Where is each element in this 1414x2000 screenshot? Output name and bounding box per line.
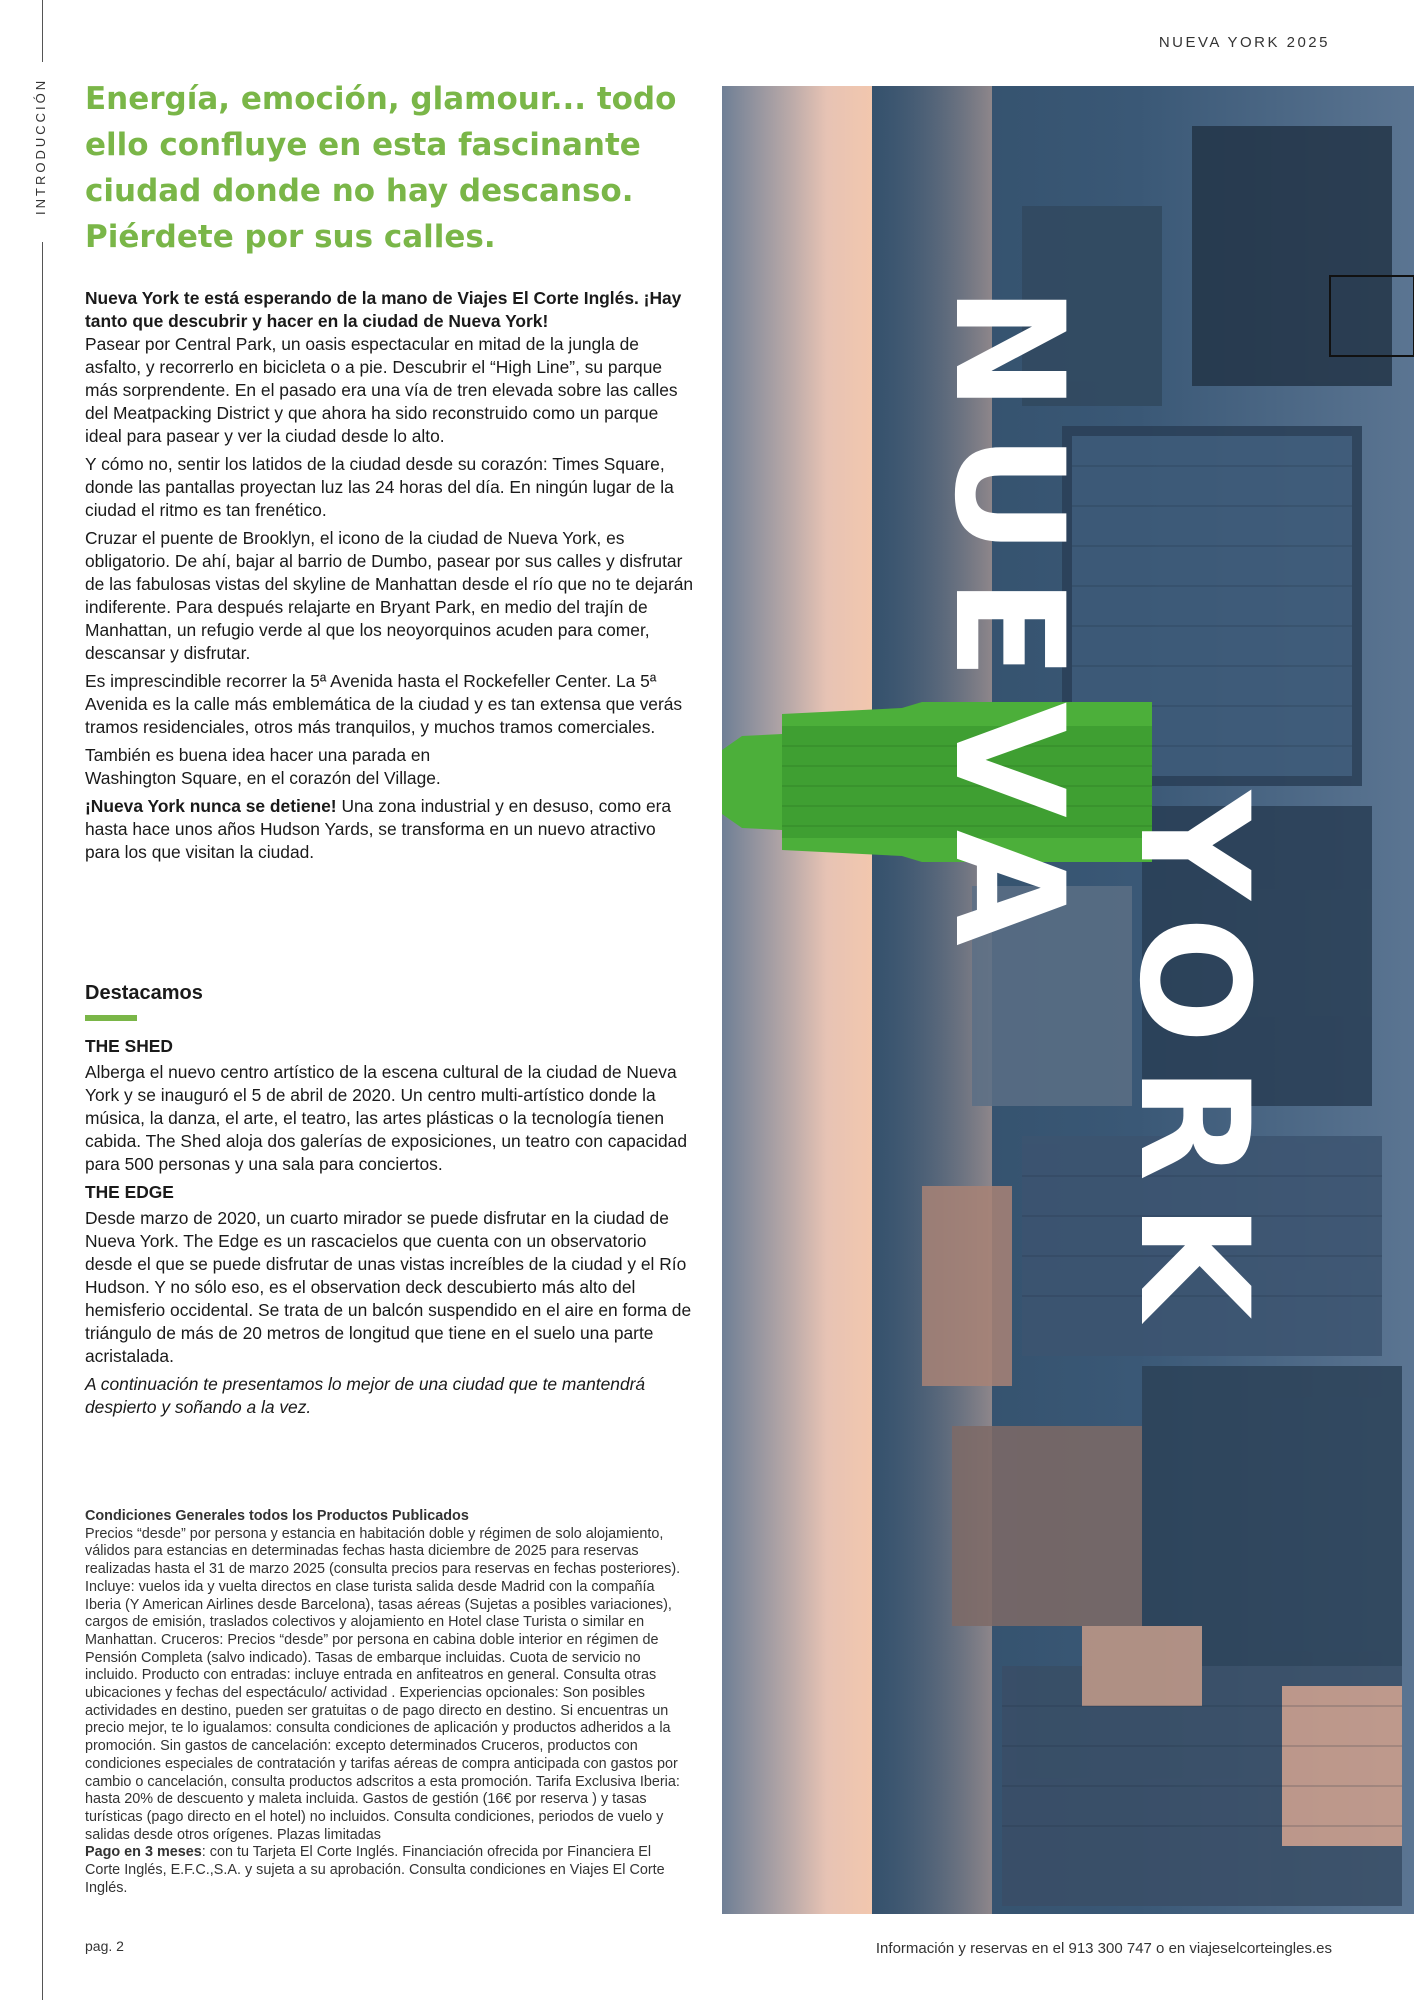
photo-word-york: YORK [1106, 791, 1280, 1342]
payment-terms-text: : con tu Tarjeta El Corte Inglés. Financiación ofrecida por Financiera El Corte Inglés, E.F.C.,S.A. y sujeta a su aprobación. Consulta condiciones en Viajes El Corte Inglés. [85, 1844, 665, 1896]
intro-p2: Y cómo no, sentir los latidos de la ciudad desde su corazón: Times Square, donde las pantallas proyectan luz las 24 horas del día. En ningún lugar de la ciudad el ritmo es tan frenético. [85, 454, 674, 520]
page-number: pag. 2 [85, 1938, 124, 1954]
highlights-closing: A continuación te presentamos lo mejor de una ciudad que te mantendrá despierto y soñando a la vez. [85, 1374, 646, 1417]
intro-lead [85, 287, 695, 333]
intro-p1: Pasear por Central Park, un oasis espectacular en mitad de la jungla de asfalto, y recorrerlo en bicicleta o a pie. Descubrir el “High Line”, su parque más sorprendente. En el pasado era una vía de tren elevada sobre las calles del Meatpacking District y que ahora ha sido reconstruido como un parque ideal para pasear y ver la ciudad desde lo alto. [85, 334, 678, 446]
skyline-illustration [722, 86, 1414, 1914]
highlights-title: Destacamos [85, 982, 203, 1004]
highlight-text-edge: Desde marzo de 2020, un cuarto mirador se puede disfrutar en la ciudad de Nueva York. The Edge es un rascacielos que cuenta con un observatorio desde el que se puede disfrutar de unas vistas increíbles de la ciudad y el Río Hudson. Y no sólo eso, es el observation deck descubierto más alto del hemisferio occidental. Se trata de un balcón suspendido en el aire en forma de triángulo de más de 20 metros de longitud que tiene en el suelo una parte acristalada. [85, 1208, 692, 1366]
headline: Energía, emoción, glamour... todo ello confluye en esta fascinante ciudad donde no hay descanso. Piérdete por sus calles. [85, 81, 677, 255]
highlight-heading-edge: THE EDGE [85, 1182, 174, 1202]
highlight-text-shed: Alberga el nuevo centro artístico de la escena cultural de la ciudad de Nueva York y se inauguró el 5 de abril de 2020. Un centro multi-artístico donde la música, la danza, el arte, el teatro, las artes plásticas o la tecnología tienen cabida. The Shed aloja dos galerías de exposiciones, un teatro con capacidad para 500 personas y una sala para conciertos. [85, 1062, 687, 1174]
intro-p6 [85, 795, 695, 864]
city-photo [722, 86, 1414, 1914]
section-label: INTRODUCCIÓN [33, 77, 48, 215]
payment-terms-bold: Pago en 3 meses [85, 1844, 202, 1861]
header-title: NUEVA YORK 2025 [1158, 34, 1330, 51]
footer-contact: Información y reservas en el 913 300 747 o en viajeselcorteingles.es [875, 1940, 1332, 1957]
intro-p6-bold: ¡Nueva York nunca se detiene! [85, 796, 337, 816]
highlights-section [85, 982, 695, 1424]
highlights-accent-bar [85, 1015, 137, 1021]
conditions-title: Condiciones Generales todos los Productos Publicados [85, 1508, 469, 1524]
photo-word-nueva: NUEVA [921, 286, 1095, 968]
intro-lead-bold: Nueva York te está esperando de la mano de Viajes El Corte Inglés. ¡Hay tanto que descubrir y hacer en la ciudad de Nueva York! [85, 288, 682, 331]
intro-p4: Es imprescindible recorrer la 5ª Avenida hasta el Rockefeller Center. La 5ª Avenida es la calle más emblemática de la ciudad y es tan extensa que verás tramos residenciales, otros más tranquilos, y muchos tramos comerciales. [85, 671, 683, 737]
intro-p3: Cruzar el puente de Brooklyn, el icono de la ciudad de Nueva York, es obligatorio. De ahí, bajar al barrio de Dumbo, pasear por sus calles y disfrutar de las fabulosas vistas del skyline de Manhattan desde el río que no te dejarán indiferente. Para después relajarte en Bryant Park, en medio del trajín de Manhattan, un refugio verde al que los neoyorquinos acuden para comer, descansar y disfrutar. [85, 528, 694, 663]
highlight-heading-shed: THE SHED [85, 1036, 173, 1056]
intro-p5: También es buena idea hacer una parada en Washington Square, en el corazón del Village. [85, 745, 441, 788]
payment-terms [85, 1844, 685, 1897]
general-conditions [85, 1508, 685, 1897]
intro-p6-text: Una zona industrial y en desuso, como era hasta hace unos años Hudson Yards, se transforma en un nuevo atractivo para los que visitan la ciudad. [85, 796, 672, 862]
intro-text [85, 287, 695, 869]
conditions-text: Precios “desde” por persona y estancia en habitación doble y régimen de solo alojamiento, válidos para estancias en determinadas fechas hasta diciembre de 2025 para reservas realizadas hasta el 31 de marzo 2025 (consulta precios para reservas en fechas posteriores). Incluye: vuelos ida y vuelta directos en clase turista salida desde Madrid con la compañía Iberia (Y American Airlines desde Barcelona), tasas aéreas (Sujetas a posibles variaciones), cargos de emisión, traslados colectivos y alojamiento en Hotel clase Turista o similar en Manhattan. Cruceros: Precios “desde” por persona en cabina doble interior en régimen de Pensión Completa (salvo indicado). Tasas de embarque incluidas. Cuota de servicio no incluido. Producto con entradas: incluye entrada en anfiteatros en general. Consulta otras ubicaciones y fechas del espectáculo/ actividad . Experiencias opcionales: Son posibles actividades en destino, pueden ser gratuitas o de pago directo en destino. Si encuentras un precio mejor, te lo igualamos: consulta condiciones de aplicación y productos adheridos a la promoción. Sin gastos de cancelación: excepto determinados Cruceros, productos con condiciones especiales de contratación y tarifas aéreas de compra anticipada con gastos por cambio o cancelación, consulta productos adscritos a esta promoción. Tarifa Exclusiva Iberia: hasta 20% de descuento y maleta incluida. Gastos de gestión (16€ por reserva ) y tasas turísticas (pago directo en el hotel) no incluidos. Consulta condiciones, periodos de vuelo y salidas desde otros orígenes. Plazas limitadas [85, 1525, 681, 1843]
sky-band [722, 86, 872, 1914]
margin-rule [42, 0, 43, 2000]
